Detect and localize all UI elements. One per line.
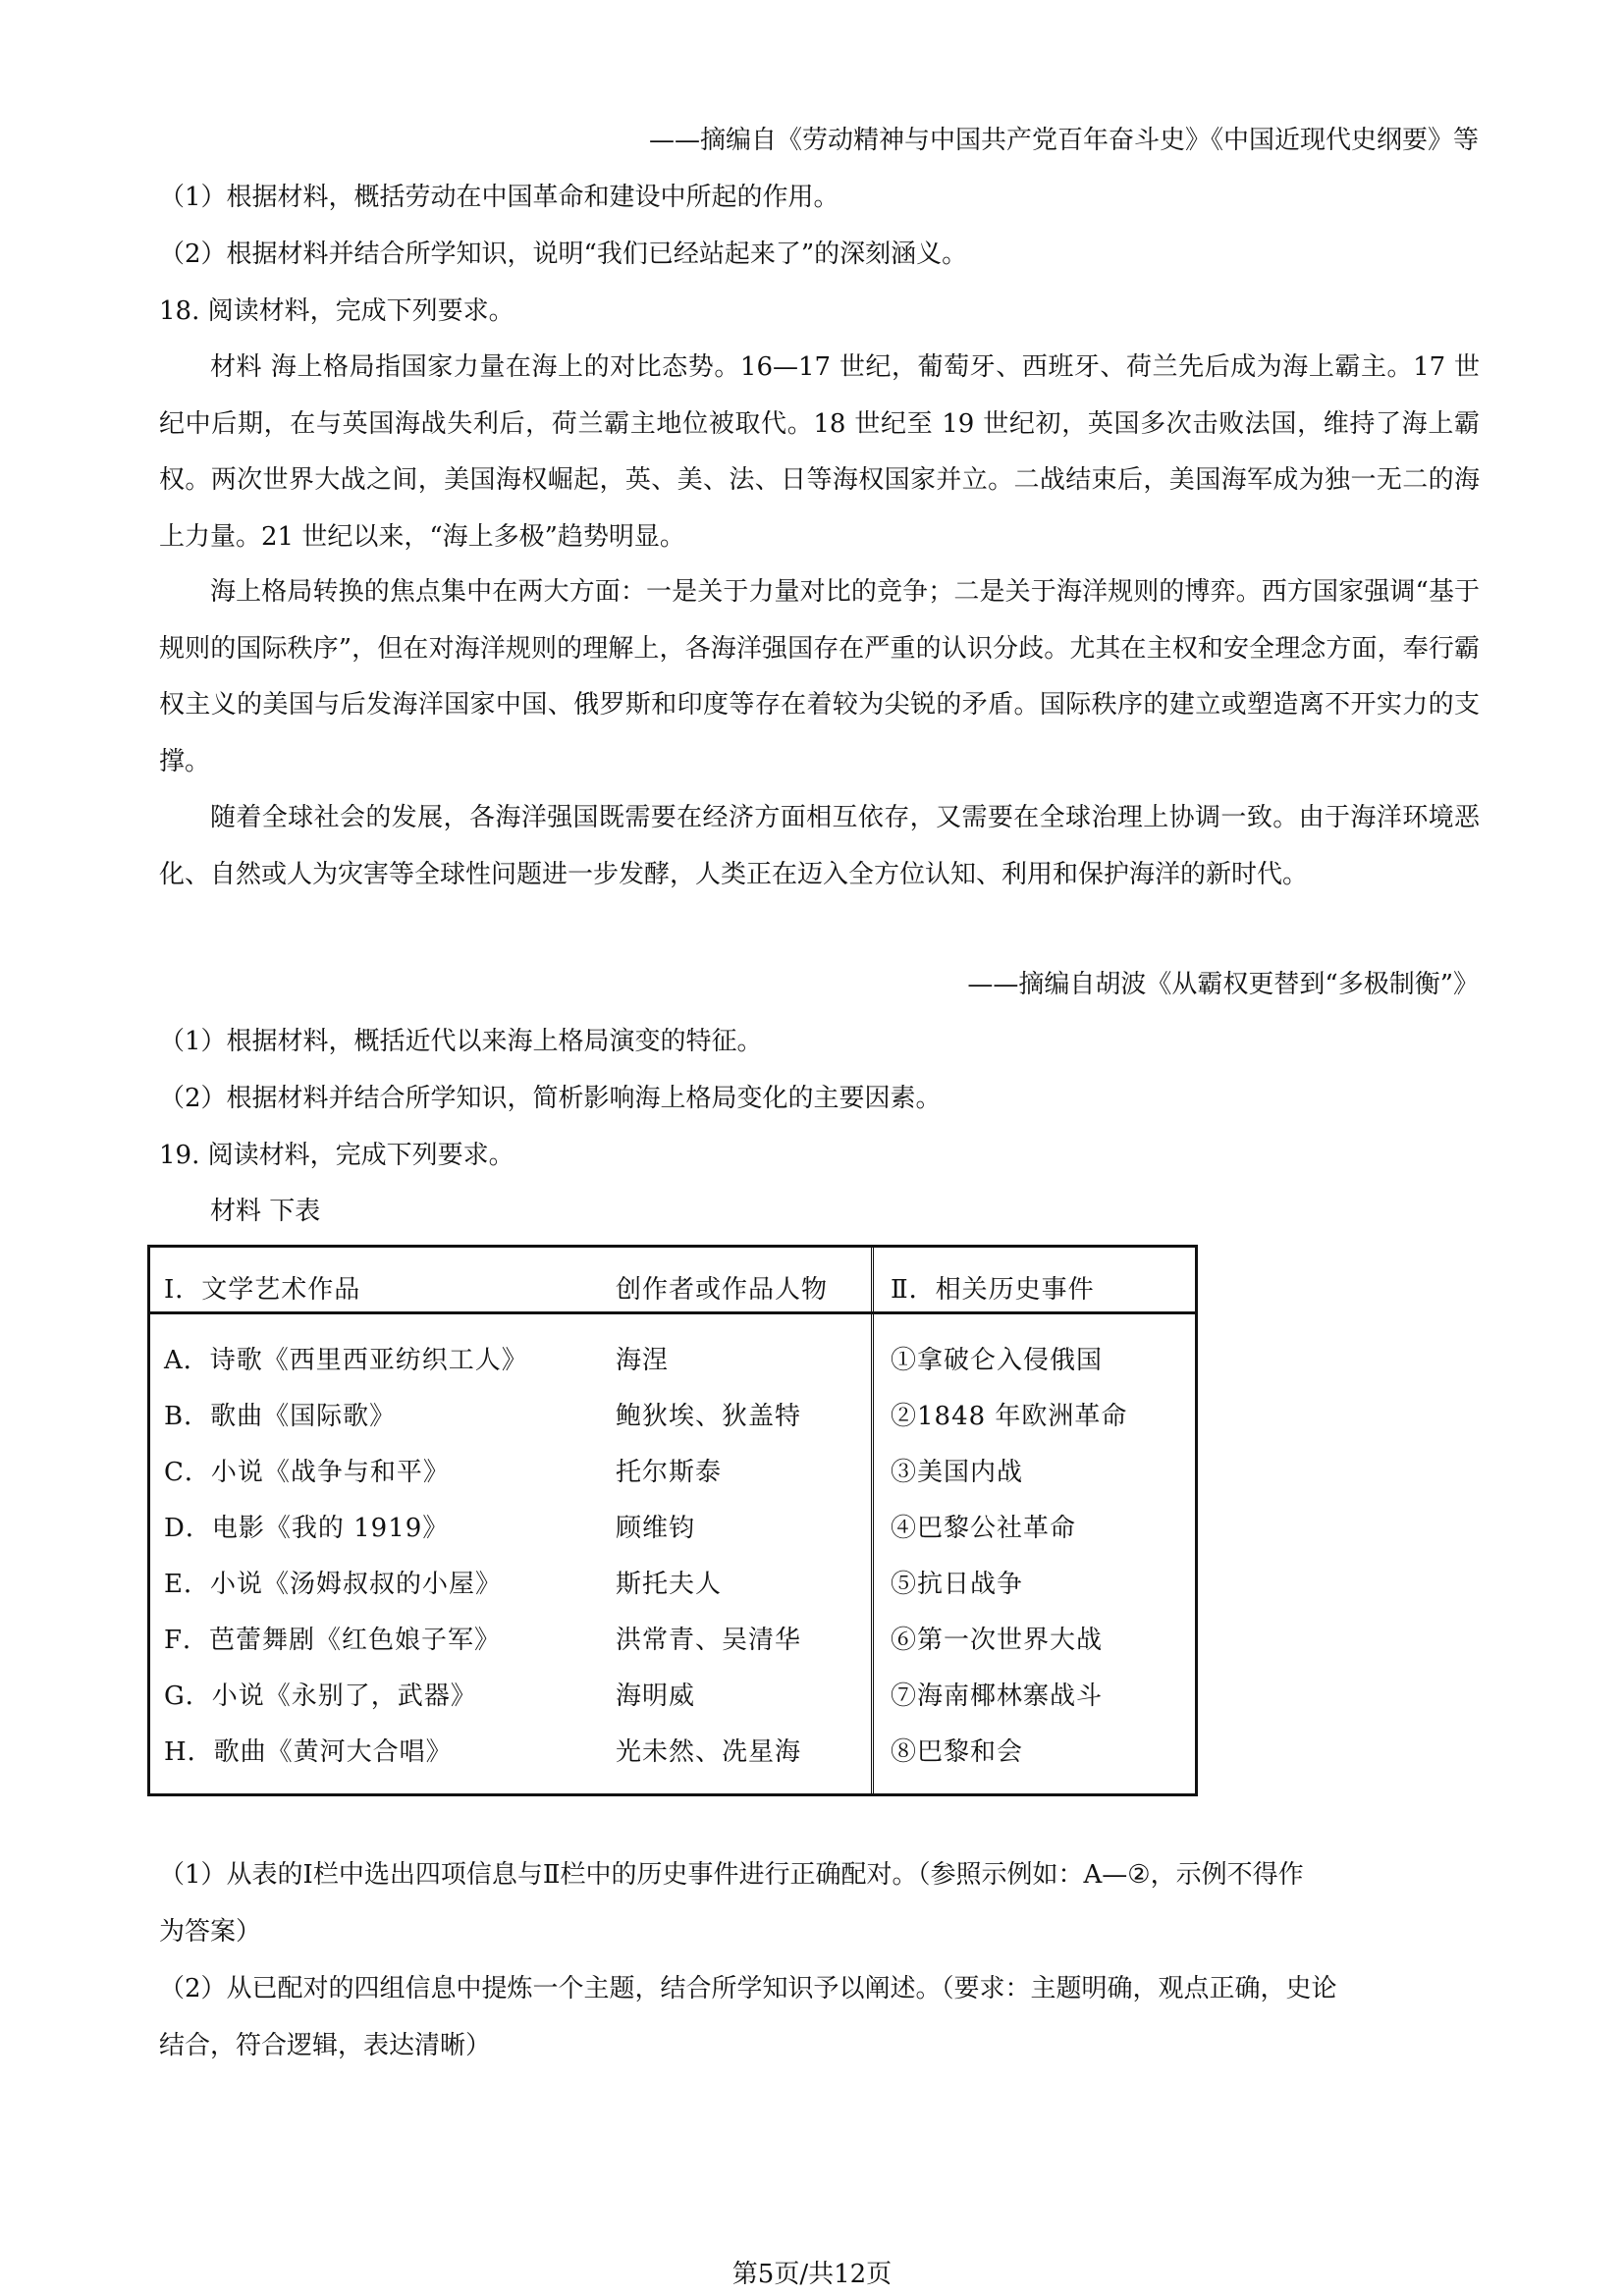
table-header-creators: 创作者或作品人物 [616, 1275, 829, 1305]
table-event-3: ③美国内战 [891, 1458, 1024, 1487]
table-work-g: G．小说《永别了，武器》 [164, 1682, 477, 1711]
top-material-source: ——摘编自《劳动精神与中国共产党百年奋斗史》《中国近现代史纲要》等 [648, 126, 1479, 155]
q17-sub2: （2）根据材料并结合所学知识，说明“我们已经站起来了”的深刻涵义。 [159, 240, 968, 269]
table-creator-b: 鲍狄埃、狄盖特 [616, 1402, 802, 1431]
table-event-5: ⑤抗日战争 [891, 1570, 1024, 1599]
table-work-d: D．电影《我的 1919》 [164, 1514, 450, 1543]
q19-sub2-line2: 结合，符合逻辑，表达清晰） [159, 2031, 492, 2060]
table-header-events: Ⅱ．相关历史事件 [891, 1275, 1095, 1305]
q18-material-source: ——摘编自胡波《从霸权更替到“多极制衡”》 [967, 970, 1479, 999]
table-event-6: ⑥第一次世界大战 [891, 1626, 1104, 1655]
table-creator-e: 斯托夫人 [616, 1570, 723, 1599]
table-event-2: ②1848 年欧洲革命 [891, 1402, 1128, 1431]
table-event-7: ⑦海南椰林寨战斗 [891, 1682, 1104, 1711]
table-work-a: A．诗歌《西里西亚纺织工人》 [164, 1346, 528, 1375]
q18-material-paragraph-3: 随着全球社会的发展，各海洋强国既需要在经济方面相互依存，又需要在全球治理上协调一致。由于海洋环境恶化、自然或人为灾害等全球性问题进一步发酵，人类正在迈入全方位认知、利用和保护海洋的新时代。 [159, 803, 1480, 889]
table-event-1: ①拿破仑入侵俄国 [891, 1346, 1104, 1375]
q19-sub1-line1: （1）从表的Ⅰ栏中选出四项信息与Ⅱ栏中的历史事件进行正确配对。（参照示例如：A—②，示例不得作 [159, 1860, 1304, 1890]
table-column-divider [871, 1248, 874, 1793]
table-creator-a: 海涅 [616, 1346, 670, 1375]
q19-material-table [147, 1245, 1198, 1796]
q19-sub2-line1: （2）从已配对的四组信息中提炼一个主题，结合所学知识予以阐述。（要求：主题明确，观点正确，史论 [159, 1974, 1337, 2003]
table-event-4: ④巴黎公社革命 [891, 1514, 1077, 1543]
table-creator-d: 顾维钧 [616, 1514, 696, 1543]
table-creator-c: 托尔斯泰 [616, 1458, 723, 1487]
q18-sub2: （2）根据材料并结合所学知识，简析影响海上格局变化的主要因素。 [159, 1084, 942, 1113]
table-header-works: Ⅰ．文学艺术作品 [164, 1275, 361, 1305]
table-work-f: F．芭蕾舞剧《红色娘子军》 [164, 1626, 502, 1655]
table-creator-g: 海明威 [616, 1682, 696, 1711]
table-header-rule [150, 1311, 1195, 1314]
table-work-e: E．小说《汤姆叔叔的小屋》 [164, 1570, 502, 1599]
q19-material-label: 材料 下表 [210, 1197, 321, 1226]
table-work-c: C．小说《战争与和平》 [164, 1458, 450, 1487]
q18-material-paragraph-1: 材料 海上格局指国家力量在海上的对比态势。16—17 世纪，葡萄牙、西班牙、荷兰先后成为海上霸主。17 世纪中后期，在与英国海战失利后，荷兰霸主地位被取代。18 世纪至 19 世纪初，英国多次击败法国，维持了海上霸权。两次世界大战之间，美国海权崛起，英、美、法、日等海权国家并立。二战结束后，美国海军成为独一无二的海上力量。21 世纪以来，“海上多极”趋势明显。 [159, 352, 1480, 552]
q17-sub1: （1）根据材料，概括劳动在中国革命和建设中所起的作用。 [159, 183, 839, 212]
q18-material-paragraph-2: 海上格局转换的焦点集中在两大方面：一是关于力量对比的竞争；二是关于海洋规则的博弈。西方国家强调“基于规则的国际秩序”，但在对海洋规则的理解上，各海洋强国存在严重的认识分歧。尤其在主权和安全理念方面，奉行霸权主义的美国与后发海洋国家中国、俄罗斯和印度等存在着较为尖锐的矛盾。国际秩序的建立或塑造离不开实力的支撑。 [159, 577, 1480, 776]
table-event-8: ⑧巴黎和会 [891, 1737, 1024, 1767]
table-work-h: H．歌曲《黄河大合唱》 [164, 1737, 453, 1767]
page-number: 第5页/共12页 [731, 2260, 893, 2289]
q19-heading: 19. 阅读材料，完成下列要求。 [159, 1141, 514, 1170]
table-creator-h: 光未然、冼星海 [616, 1737, 802, 1767]
q19-sub1-line2: 为答案） [159, 1917, 262, 1947]
table-work-b: B．歌曲《国际歌》 [164, 1402, 397, 1431]
q18-heading: 18. 阅读材料，完成下列要求。 [159, 296, 514, 326]
q18-sub1: （1）根据材料，概括近代以来海上格局演变的特征。 [159, 1027, 763, 1056]
table-creator-f: 洪常青、吴清华 [616, 1626, 802, 1655]
